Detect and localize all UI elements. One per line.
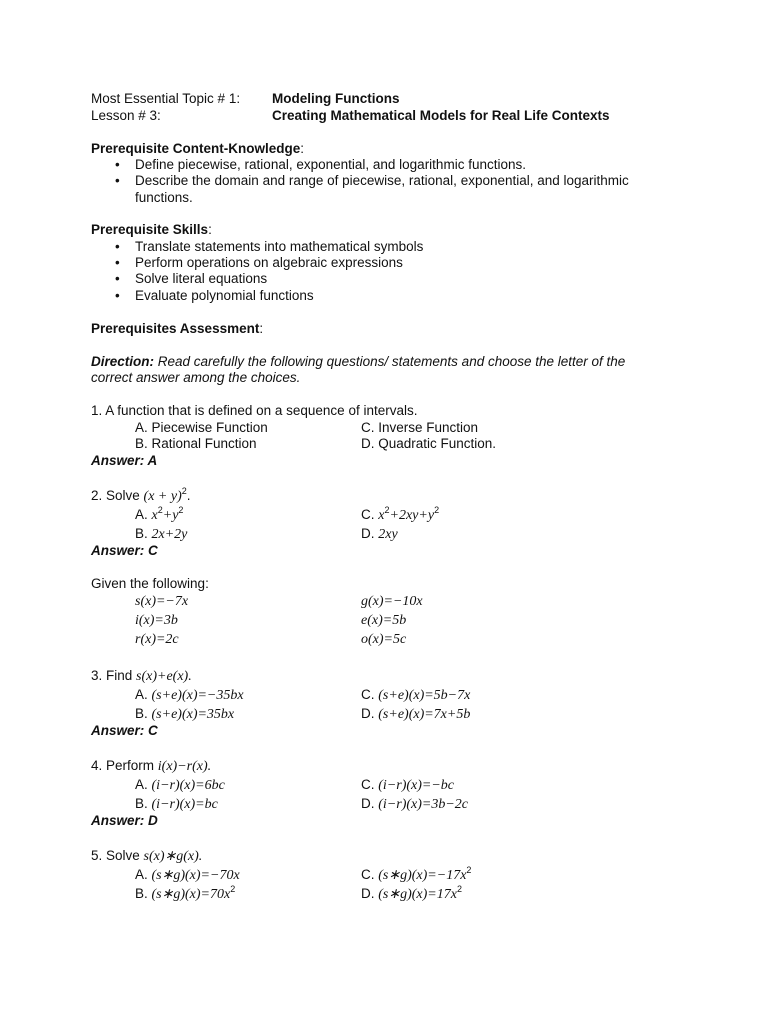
prereq-content-title: Prerequisite Content-Knowledge	[91, 140, 301, 156]
given-o: o(x)=5c	[361, 632, 407, 648]
q5-options-ac	[91, 865, 691, 884]
q3-stem	[91, 666, 691, 685]
q2-option-a	[135, 505, 183, 525]
q2-option-c-plus1: +	[389, 507, 399, 523]
q5-options-bd	[91, 884, 691, 903]
list-item: • Perform operations on algebraic expressions	[91, 255, 691, 271]
given-r: r(x)=2c	[135, 632, 179, 648]
q2-stem	[91, 486, 691, 505]
lesson-value: Creating Mathematical Models for Real Life Contexts	[272, 107, 610, 123]
q1-option-b: B. Rational Function	[135, 436, 257, 452]
list-item: • Translate statements into mathematical symbols	[91, 239, 691, 255]
q4-option-b-math: (i−r)(x)=bc	[151, 796, 218, 812]
q5-option-a-math: (s∗g)(x)=−70x	[151, 867, 240, 883]
q5-option-d	[361, 884, 462, 904]
prereq-skills-title: Prerequisite Skills	[91, 222, 209, 238]
prereq-skills-list	[91, 239, 691, 304]
q4-option-c	[361, 775, 454, 795]
q2-stem-math: (x + y)	[143, 488, 182, 504]
q2-option-d	[361, 524, 398, 544]
given-row-1	[91, 592, 691, 611]
list-item-text-cont: functions.	[135, 189, 193, 205]
q2-option-a-math: x	[151, 507, 158, 523]
q5-option-b-prefix: B.	[135, 885, 152, 901]
list-item-text: Describe the domain and range of piecewise, rational, exponential, and logarithmic	[135, 173, 629, 189]
q2-option-b	[135, 524, 187, 544]
q1-answer: Answer: A	[91, 452, 158, 468]
q2-option-d-prefix: D.	[361, 525, 379, 541]
q1-option-c: C. Inverse Function	[361, 419, 479, 435]
q1-options-bd	[91, 436, 691, 453]
q3-option-c-math: (s+e)(x)=5b−7x	[378, 687, 471, 703]
q5-stem	[91, 846, 691, 865]
q2-option-a-exp1: 2	[157, 504, 163, 515]
q3-option-a	[135, 685, 244, 705]
q5-option-d-math: (s∗g)(x)=17x	[378, 886, 457, 902]
document-page	[91, 91, 691, 903]
q2-option-d-math: 2xy	[378, 526, 398, 542]
direction-label: Direction:	[91, 353, 155, 369]
q4-option-d	[361, 794, 468, 814]
q3-option-a-prefix: A.	[135, 686, 152, 702]
q5-option-d-prefix: D.	[361, 885, 379, 901]
assessment-heading: Prerequisites Assessment:	[91, 320, 264, 336]
q2-option-c-plus2: +	[418, 507, 428, 523]
q4-stem-prefix: 4. Perform	[91, 757, 158, 773]
q2-option-a-plus: +	[162, 507, 173, 523]
q2-option-b-math: 2x+2y	[151, 526, 188, 542]
q3-option-c-prefix: C.	[361, 686, 379, 702]
q4-answer: Answer: D	[91, 812, 158, 828]
q1-options-ac	[91, 420, 691, 437]
direction-line-1	[91, 354, 691, 371]
q3-option-b-prefix: B.	[135, 705, 152, 721]
q5-option-c-exp: 2	[466, 864, 472, 875]
prereq-content-heading: Prerequisite Content-Knowledge:	[91, 140, 305, 156]
q3-stem-math: s(x)+e(x).	[136, 668, 192, 684]
q3-option-c	[361, 685, 470, 705]
topic-row	[91, 91, 691, 108]
q4-option-b-prefix: B.	[135, 795, 152, 811]
q2-option-c-exp1: 2	[384, 504, 390, 515]
given-i: i(x)=3b	[135, 613, 178, 629]
q1-option-d: D. Quadratic Function.	[361, 436, 497, 452]
list-item: • Define piecewise, rational, exponential, and logarithmic functions.	[91, 157, 691, 173]
q4-stem-math: i(x)−r(x).	[157, 758, 212, 774]
q2-option-a-prefix: A.	[135, 506, 152, 522]
direction-line-2	[91, 370, 691, 387]
q2-option-c	[361, 505, 439, 525]
given-label: Given the following:	[91, 575, 209, 591]
q1-option-a: A. Piecewise Function	[135, 419, 268, 435]
given-e: e(x)=5b	[361, 613, 407, 629]
q2-options-bd	[91, 524, 691, 543]
q4-option-a-math: (i−r)(x)=6bc	[151, 777, 225, 793]
q4-option-d-math: (i−r)(x)=3b−2c	[378, 796, 469, 812]
q5-option-b	[135, 884, 235, 904]
q4-option-d-prefix: D.	[361, 795, 379, 811]
q2-stem-period: .	[186, 487, 191, 503]
topic-label: Most Essential Topic # 1:	[91, 91, 241, 106]
q3-options-ac	[91, 685, 691, 704]
q3-option-a-math: (s+e)(x)=−35bx	[151, 687, 244, 703]
q2-option-a-exp2: 2	[178, 504, 184, 515]
q4-option-b	[135, 794, 218, 814]
list-item	[91, 173, 691, 206]
given-g: g(x)=−10x	[361, 594, 423, 610]
given-s: s(x)=−7x	[135, 594, 189, 610]
q5-option-b-math: (s∗g)(x)=70x	[151, 886, 231, 902]
q3-option-d-prefix: D.	[361, 705, 379, 721]
q4-option-c-prefix: C.	[361, 776, 379, 792]
q3-option-b-math: (s+e)(x)=35bx	[151, 706, 235, 722]
q2-option-c-math: x	[378, 507, 385, 523]
lesson-row	[91, 108, 691, 125]
q3-stem-prefix: 3. Find	[91, 667, 137, 683]
prereq-content-list	[91, 157, 691, 206]
assessment-title: Prerequisites Assessment	[91, 320, 260, 336]
q3-option-b	[135, 704, 234, 724]
q2-option-c-exp2: 2	[434, 504, 440, 515]
list-item: • Solve literal equations	[91, 271, 691, 287]
q5-stem-prefix: 5. Solve	[91, 847, 144, 863]
q2-option-c-y: y	[427, 507, 435, 523]
given-row-2	[91, 611, 691, 630]
q3-option-d	[361, 704, 470, 724]
q3-options-bd	[91, 704, 691, 723]
q2-option-c-2xy: 2xy	[398, 507, 419, 523]
q3-answer: Answer: C	[91, 722, 158, 738]
q4-option-a-prefix: A.	[135, 776, 152, 792]
given-row-3	[91, 630, 691, 649]
q1-stem: 1. A function that is defined on a sequence of intervals.	[91, 403, 418, 419]
q2-option-a-y: y	[172, 507, 179, 523]
lesson-label: Lesson # 3:	[91, 107, 161, 123]
q4-option-a	[135, 775, 225, 795]
q4-options-ac	[91, 775, 691, 794]
direction-text: Read carefully the following questions/ statements and choose the letter of the	[154, 353, 626, 369]
q4-option-c-math: (i−r)(x)=−bc	[378, 777, 455, 793]
topic-value: Modeling Functions	[272, 91, 400, 106]
direction-text-cont: correct answer among the choices.	[91, 370, 301, 386]
q5-option-a-prefix: A.	[135, 866, 152, 882]
q2-stem-prefix: 2. Solve	[91, 487, 144, 503]
q5-option-b-exp: 2	[230, 883, 236, 894]
q5-option-a	[135, 865, 240, 885]
q2-option-b-prefix: B.	[135, 525, 152, 541]
q3-option-d-math: (s+e)(x)=7x+5b	[378, 706, 471, 722]
q2-option-c-prefix: C.	[361, 506, 379, 522]
list-item: • Evaluate polynomial functions	[91, 288, 691, 304]
q5-option-d-exp: 2	[456, 883, 462, 894]
prereq-skills-heading: Prerequisite Skills:	[91, 222, 212, 238]
q5-stem-math: s(x)∗g(x).	[143, 848, 203, 864]
q2-options-ac	[91, 505, 691, 524]
q5-option-c-math: (s∗g)(x)=−17x	[378, 867, 467, 883]
q2-stem-exp: 2	[181, 485, 187, 496]
q4-stem	[91, 756, 691, 775]
q5-option-c-prefix: C.	[361, 866, 379, 882]
q4-options-bd	[91, 794, 691, 813]
q2-answer: Answer: C	[91, 542, 158, 558]
q5-option-c	[361, 865, 471, 885]
